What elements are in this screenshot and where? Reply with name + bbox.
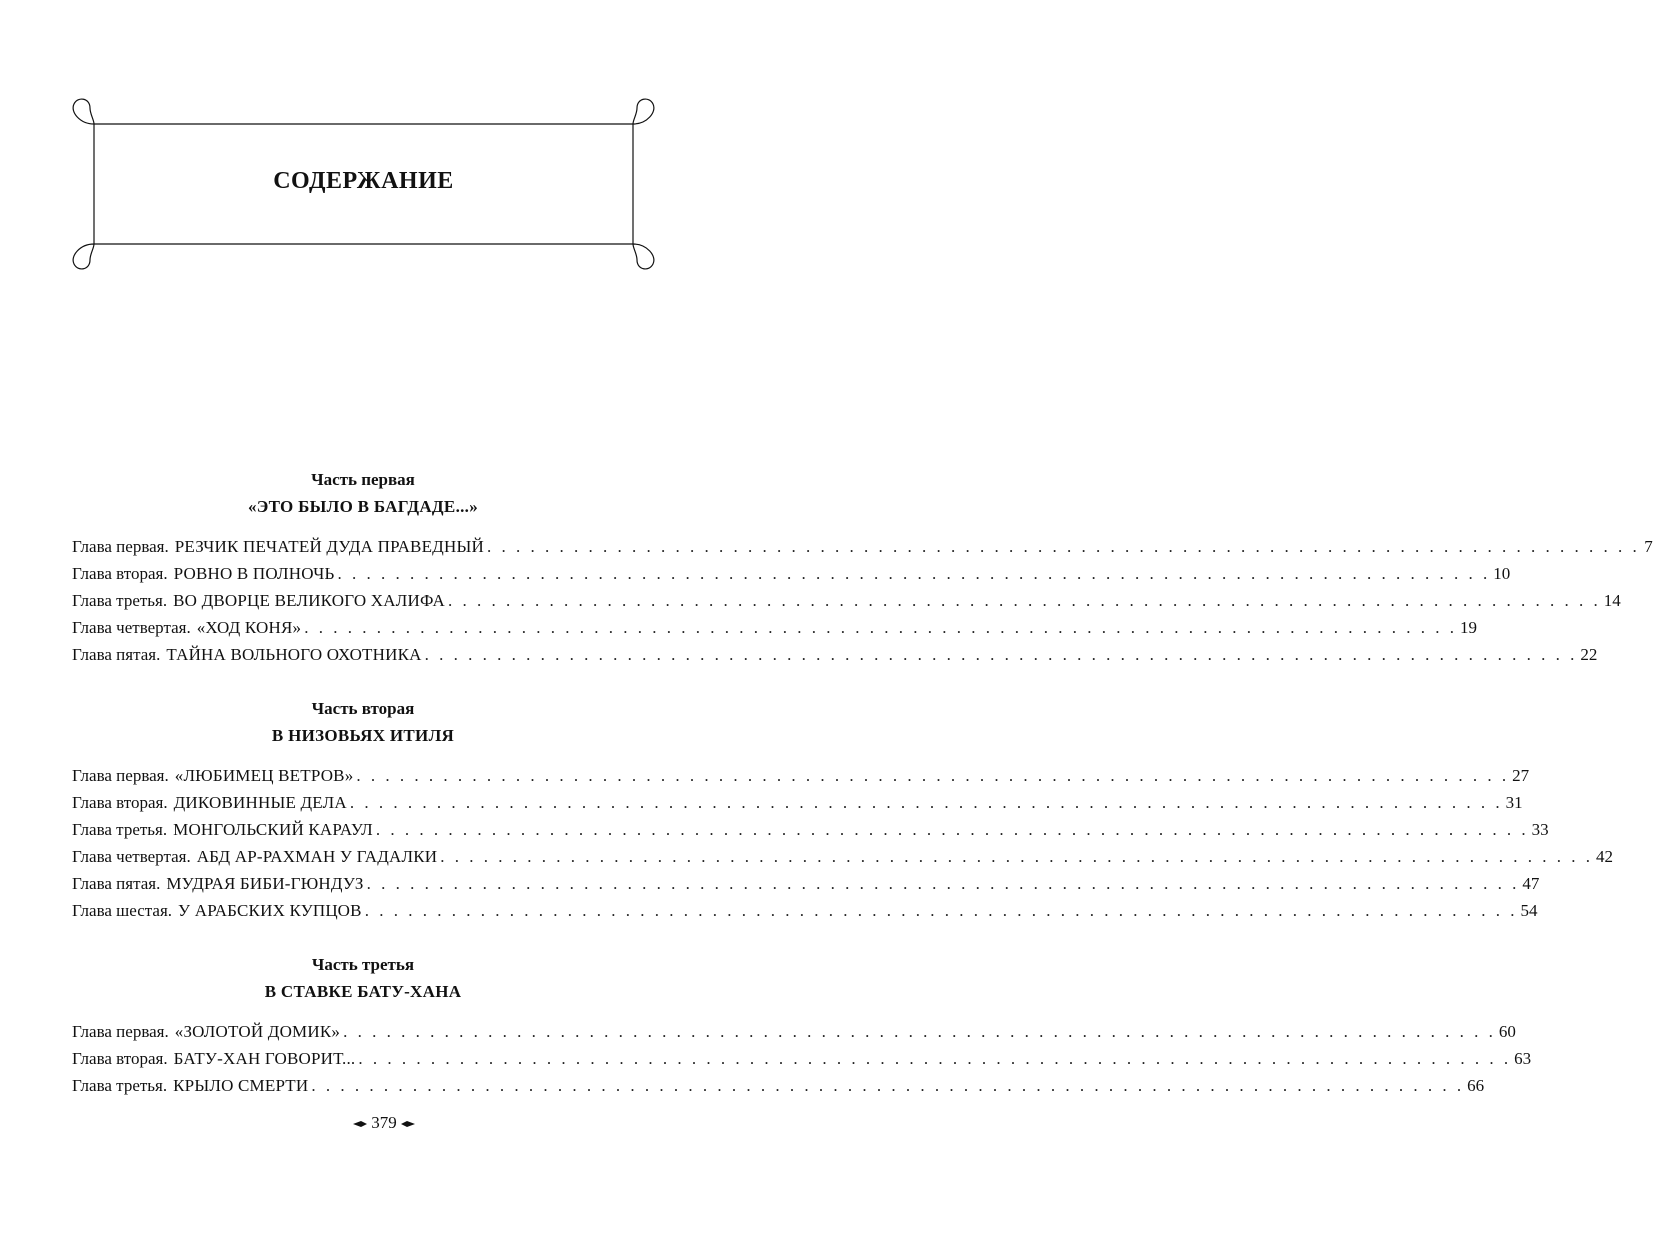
chapter-label: Глава шестая. (72, 901, 173, 920)
chapter-label: Глава первая. (72, 1022, 169, 1041)
chapter-title: АБД АР-РАХМАН У ГАДАЛКИ (196, 847, 438, 866)
chapter-page: 14 (1603, 591, 1621, 610)
toc-entry[interactable] (72, 816, 1549, 843)
right-ornament-icon (401, 1119, 415, 1129)
dot-leader: . . . . . . . . . . . . . . . . . . . . . . . . . . . . . . . . . . . . . . . . . . . . . . . . . . . . . . . . . . . . . . . . . . . . . . . . . . . . . . . . (486, 537, 1640, 556)
chapter-page: 27 (1512, 766, 1530, 785)
chapter-title: ТАЙНА ВОЛЬНОГО ОХОТНИКА (166, 645, 422, 664)
toc-entry[interactable] (72, 587, 1621, 614)
chapter-label: Глава пятая. (72, 874, 161, 893)
chapter-page: 66 (1467, 1076, 1485, 1095)
part-label: Часть первая (311, 470, 415, 489)
part-title: В НИЗОВЬЯХ ИТИЛЯ (271, 726, 455, 745)
chapter-title: РЕЗЧИК ПЕЧАТЕЙ ДУДА ПРАВЕДНЫЙ (174, 537, 484, 556)
chapter-label: Глава третья. (72, 820, 168, 839)
page-title: СОДЕРЖАНИЕ (273, 168, 454, 194)
part-3 (72, 952, 1532, 1099)
dot-leader: . . . . . . . . . . . . . . . . . . . . . . . . . . . . . . . . . . . . . . . . . . . . . . . . . . . . . . . . . . . . . . . . . . . . . . . . . . . . . . . . (448, 591, 1601, 610)
left-ornament-icon (353, 1119, 367, 1129)
chapter-page: 63 (1514, 1049, 1532, 1068)
chapter-title: МОНГОЛЬСКИЙ КАРАУЛ (173, 820, 373, 839)
dot-leader: . . . . . . . . . . . . . . . . . . . . . . . . . . . . . . . . . . . . . . . . . . . . . . . . . . . . . . . . . . . . . . . . . . . . . . . . . . . . . . . . (343, 1022, 1496, 1041)
chapter-page: 10 (1493, 564, 1511, 583)
chapter-title: БАТУ-ХАН ГОВОРИТ... (173, 1049, 356, 1068)
toc-entry[interactable] (72, 1045, 1532, 1072)
chapter-page: 33 (1531, 820, 1549, 839)
table-of-contents (72, 467, 1653, 1099)
dot-leader: . . . . . . . . . . . . . . . . . . . . . . . . . . . . . . . . . . . . . . . . . . . . . . . . . . . . . . . . . . . . . . . . . . . . . . . . . . . . . . . . (304, 618, 1457, 637)
dot-leader: . . . . . . . . . . . . . . . . . . . . . . . . . . . . . . . . . . . . . . . . . . . . . . . . . . . . . . . . . . . . . . . . . . . . . . . . . . . . . . . . (311, 1076, 1465, 1095)
chapter-title: «ЗОЛОТОЙ ДОМИК» (174, 1022, 341, 1041)
part-label: Часть третья (311, 955, 415, 974)
dot-leader: . . . . . . . . . . . . . . . . . . . . . . . . . . . . . . . . . . . . . . . . . . . . . . . . . . . . . . . . . . . . . . . . . . . . . . . . . . . . . . . . (356, 766, 1510, 785)
chapter-label: Глава вторая. (72, 793, 168, 812)
dot-leader: . . . . . . . . . . . . . . . . . . . . . . . . . . . . . . . . . . . . . . . . . . . . . . . . . . . . . . . . . . . . . . . . . . . . . . . . . . . . . . . . (366, 874, 1520, 893)
chapter-title: «ЛЮБИМЕЦ ВЕТРОВ» (174, 766, 354, 785)
chapter-title: У АРАБСКИХ КУПЦОВ (178, 901, 362, 920)
toc-entry[interactable] (72, 614, 1477, 641)
dot-leader: . . . . . . . . . . . . . . . . . . . . . . . . . . . . . . . . . . . . . . . . . . . . . . . . . . . . . . . . . . . . . . . . . . . . . . . . . . . . . . . . (375, 820, 1529, 839)
part-1 (72, 467, 1653, 668)
chapter-label: Глава четвертая. (72, 847, 191, 866)
dot-leader: . . . . . . . . . . . . . . . . . . . . . . . . . . . . . . . . . . . . . . . . . . . . . . . . . . . . . . . . . . . . . . . . . . . . . . . . . . . . . . . . (440, 847, 1593, 866)
toc-entry[interactable] (72, 870, 1540, 897)
toc-entry[interactable] (72, 789, 1523, 816)
toc-entry[interactable] (72, 1072, 1485, 1099)
chapter-label: Глава вторая. (72, 1049, 168, 1068)
chapter-label: Глава вторая. (72, 564, 168, 583)
part-title: «ЭТО БЫЛО В БАГДАДЕ...» (247, 497, 479, 516)
chapter-page: 7 (1644, 537, 1653, 556)
chapter-label: Глава первая. (72, 766, 169, 785)
toc-entry[interactable] (72, 1018, 1516, 1045)
toc-entry[interactable] (72, 560, 1511, 587)
chapter-page: 31 (1505, 793, 1523, 812)
toc-entry[interactable] (72, 843, 1613, 870)
toc-entry[interactable] (72, 762, 1530, 789)
dot-leader: . . . . . . . . . . . . . . . . . . . . . . . . . . . . . . . . . . . . . . . . . . . . . . . . . . . . . . . . . . . . . . . . . . . . . . . . . . . . . . . . (424, 645, 1578, 664)
chapter-title: КРЫЛО СМЕРТИ (173, 1076, 309, 1095)
chapter-title: ДИКОВИННЫЕ ДЕЛА (173, 793, 347, 812)
chapter-label: Глава первая. (72, 537, 169, 556)
chapter-title: «ХОД КОНЯ» (196, 618, 302, 637)
chapter-title: МУДРАЯ БИБИ-ГЮНДУЗ (166, 874, 364, 893)
title-frame-ornament (0, 0, 768, 300)
page-number-footer (0, 1113, 768, 1133)
dot-leader: . . . . . . . . . . . . . . . . . . . . . . . . . . . . . . . . . . . . . . . . . . . . . . . . . . . . . . . . . . . . . . . . . . . . . . . . . . . . . . . . (358, 1049, 1512, 1068)
chapter-title: ВО ДВОРЦЕ ВЕЛИКОГО ХАЛИФА (173, 591, 445, 610)
toc-entry[interactable] (72, 897, 1538, 924)
chapter-page: 19 (1459, 618, 1477, 637)
chapter-title: РОВНО В ПОЛНОЧЬ (173, 564, 335, 583)
part-2 (72, 696, 1613, 924)
part-title: В СТАВКЕ БАТУ-ХАНА (264, 982, 462, 1001)
toc-entry[interactable] (72, 641, 1598, 668)
chapter-label: Глава четвертая. (72, 618, 191, 637)
chapter-page: 22 (1580, 645, 1598, 664)
chapter-page: 54 (1520, 901, 1538, 920)
dot-leader: . . . . . . . . . . . . . . . . . . . . . . . . . . . . . . . . . . . . . . . . . . . . . . . . . . . . . . . . . . . . . . . . . . . . . . . . . . . . . . . . (337, 564, 1491, 583)
dot-leader: . . . . . . . . . . . . . . . . . . . . . . . . . . . . . . . . . . . . . . . . . . . . . . . . . . . . . . . . . . . . . . . . . . . . . . . . . . . . . . . . (364, 901, 1518, 920)
chapter-label: Глава третья. (72, 591, 168, 610)
page-number: 379 (371, 1113, 397, 1132)
dot-leader: . . . . . . . . . . . . . . . . . . . . . . . . . . . . . . . . . . . . . . . . . . . . . . . . . . . . . . . . . . . . . . . . . . . . . . . . . . . . . . . . (349, 793, 1503, 812)
chapter-page: 60 (1498, 1022, 1516, 1041)
chapter-label: Глава третья. (72, 1076, 168, 1095)
chapter-label: Глава пятая. (72, 645, 161, 664)
toc-entry[interactable] (72, 533, 1653, 560)
part-label: Часть вторая (311, 699, 415, 718)
chapter-page: 47 (1522, 874, 1540, 893)
chapter-page: 42 (1596, 847, 1613, 866)
